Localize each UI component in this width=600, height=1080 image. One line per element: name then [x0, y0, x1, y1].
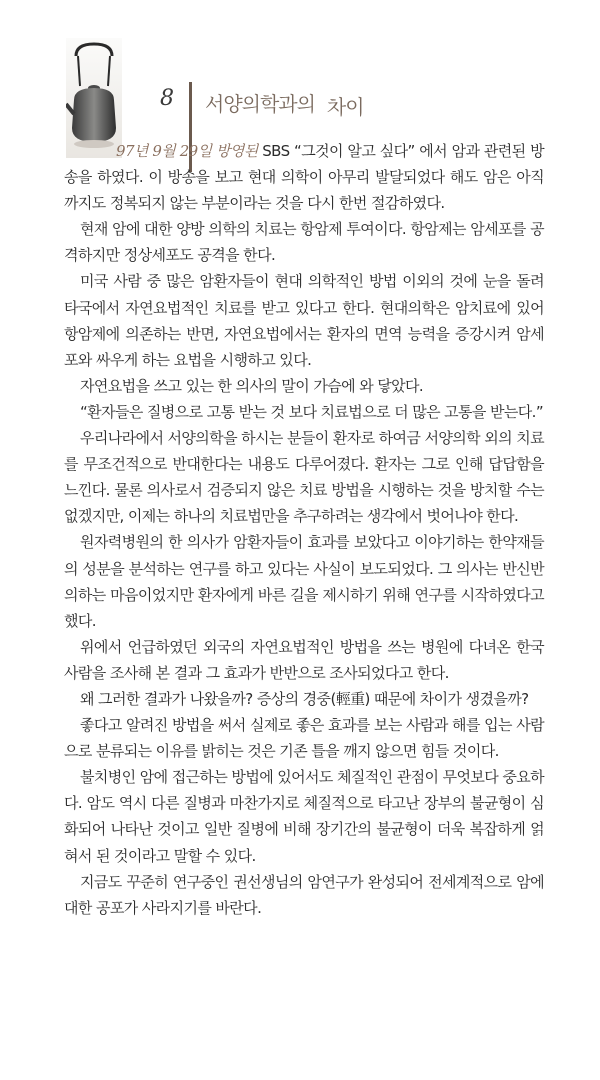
chapter-title-main: 서양의학과의	[205, 92, 315, 116]
article-body	[64, 138, 544, 921]
paragraph: 지금도 꾸준히 연구중인 권선생님의 암연구가 완성되어 전세계적으로 암에 대한 공포가 사라지기를 바란다.	[64, 872, 544, 917]
paragraph: 우리나라에서 서양의학을 하시는 분들이 환자로 하여금 서양의학 외의 치료를 무조건적으로 반대한다는 내용도 다루어졌다. 환자는 그로 인해 답답함을 느낀다. 물론 의사로서 검증되지 않은 치료 방법을 시행하는 것을 방치할 수는 없겠지만, 이제는 하나의 치료법만을 추구하려는 생각에서 벗어나야 한다.	[64, 429, 544, 526]
paragraph: 현재 암에 대한 양방 의학의 치료는 항암제 투여이다. 항암제는 암세포를 공격하지만 정상세포도 공격을 한다.	[64, 220, 544, 265]
paragraph: 미국 사람 중 많은 암환자들이 현대 의학적인 방법 이외의 것에 눈을 돌려 타국에서 자연요법적인 치료를 받고 있다고 한다. 현대의학은 암치료에 있어 항암제에 의존하는 반면, 자연요법에서는 환자의 면역 능력을 증강시켜 암세포와 싸우게 하는 요법을 시행하고 있다.	[64, 272, 544, 369]
chapter-title-end: 차이	[326, 95, 364, 119]
paragraph: 자연요법을 쓰고 있는 한 의사의 말이 가슴에 와 닿았다.	[80, 376, 424, 395]
quote-paragraph: “환자들은 질병으로 고통 받는 것 보다 치료법으로 더 많은 고통을 받는다.”	[80, 402, 544, 421]
paragraph: 원자력병원의 한 의사가 암환자들이 효과를 보았다고 이야기하는 한약재들의 성분을 분석하는 연구를 하고 있다는 사실이 보도되었다. 그 의사는 반신반의하는 마음이었지만 환자에게 바른 길을 제시하기 위해 연구를 시작하였다고 했다.	[64, 533, 544, 630]
chapter-title	[205, 88, 364, 117]
broadcast-date: 97년 9월 29일 방영된	[116, 142, 258, 160]
paragraph: 좋다고 알려진 방법을 써서 실제로 좋은 효과를 보는 사람과 해를 입는 사람으로 분류되는 이유를 밝히는 것은 기존 틀을 깨지 않으면 힘들 것이다.	[64, 716, 544, 761]
intro-text: SBS “그것이 알고 싶다” 에서 암과 관련된 방송을 하였다. 이 방송을 보고 현대 의학이 아무리 발달되었다 해도 암은 아직까지도 정복되지 않는 부분이라는 것을 다시 한번 절감하였다.	[64, 142, 544, 213]
paragraph: 위에서 언급하였던 외국의 자연요법적인 방법을 쓰는 병원에 다녀온 한국 사람을 조사해 본 결과 그 효과가 반반으로 조사되었다고 한다.	[64, 637, 544, 682]
intro-paragraph	[64, 138, 544, 216]
paragraph: 왜 그러한 결과가 나왔을까? 증상의 경중(輕重) 때문에 차이가 생겼을까?	[80, 689, 529, 708]
paragraph: 불치병인 암에 접근하는 방법에 있어서도 체질적인 관점이 무엇보다 중요하다. 암도 역시 다른 질병과 마찬가지로 체질적으로 타고난 장부의 불균형이 심화되어 나타난 것이고 일반 질병에 비해 장기간의 불균형이 더욱 복잡하게 얽혀서 된 것이라고 말할 수 있다.	[64, 768, 544, 865]
chapter-number: 8	[160, 86, 174, 111]
